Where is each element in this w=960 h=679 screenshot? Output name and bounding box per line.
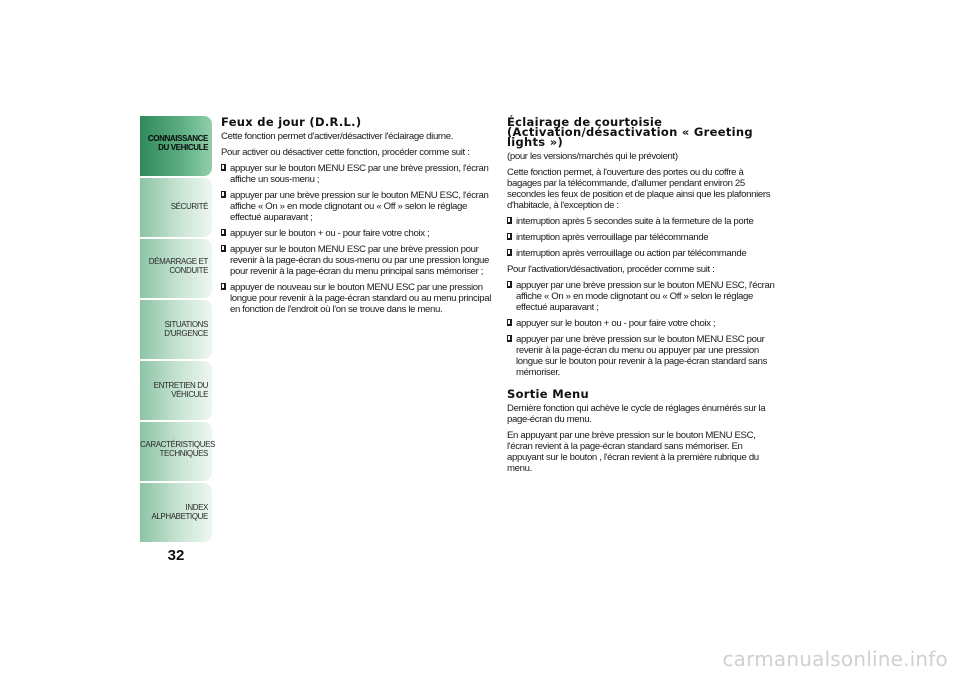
section-drl — [221, 117, 491, 320]
paragraph: En appuyant par une brève pression sur le bouton MENU ESC, l'écran revient à la page-écran standard sans mémoriser. En appuyant sur le bouton , l'écran revient à la première rubrique du menu. — [507, 430, 759, 474]
chapter-sidebar — [140, 116, 215, 544]
section-title: Sortie Menu — [507, 387, 590, 401]
step-list — [507, 280, 777, 378]
subtitle: (pour les versions/marchés qui le prévoient) — [507, 151, 678, 162]
checkbox-bullet-icon — [507, 233, 512, 240]
list-item — [507, 248, 777, 259]
list-item — [507, 232, 777, 243]
list-item — [221, 244, 491, 277]
paragraph: Dernière fonction qui achève le cycle de réglages énumérés sur la page-écran du menu. — [507, 403, 766, 425]
section-greeting-lights — [507, 117, 777, 479]
list-item-text: appuyer par une brève pression sur le bouton MENU ESC, l'écran affiche « On » en mode clignotant ou « Off » selon le réglage effectué auparavant ; — [516, 280, 775, 313]
list-item-text: appuyer sur le bouton + ou - pour faire votre choix ; — [230, 228, 430, 239]
list-item — [221, 228, 491, 239]
watermark: carmanualsonline.info — [722, 647, 948, 671]
checkbox-bullet-icon — [221, 164, 226, 171]
tab-connaissance-du-vehicule[interactable]: CONNAISSANCE DU VEHICULE — [140, 116, 212, 176]
list-item — [507, 318, 777, 329]
tab-situations-d-urgence[interactable]: SITUATIONS D'URGENCE — [140, 300, 212, 359]
tab-demarrage-et-conduite[interactable]: DÉMARRAGE ET CONDUITE — [140, 239, 212, 298]
checkbox-bullet-icon — [507, 281, 512, 288]
list-item-text: interruption après 5 secondes suite à la fermeture de la porte — [516, 216, 754, 227]
list-item-text: appuyer par une brève pression sur le bouton MENU ESC, l'écran affiche « On » en mode clignotant ou « Off » selon le réglage effectué auparavant ; — [230, 190, 489, 223]
checkbox-bullet-icon — [221, 191, 226, 198]
checkbox-bullet-icon — [507, 335, 512, 342]
checkbox-bullet-icon — [221, 229, 226, 236]
section-title: Feux de jour (D.R.L.) — [221, 115, 362, 129]
list-item-text: interruption après verrouillage ou action par télécommande — [516, 248, 747, 259]
list-item — [507, 334, 777, 378]
tab-caracteristiques-techniques[interactable]: CARACTÉRISTIQUES TECHNIQUES — [140, 422, 212, 481]
checkbox-bullet-icon — [507, 249, 512, 256]
section-title: Éclairage de courtoisie (Activation/désactivation « Greeting lights ») — [507, 115, 753, 149]
list-item-text: appuyer sur le bouton MENU ESC par une brève pression pour revenir à la page-écran du sous-menu ou par une pression longue pour revenir à la page-écran du menu principal sans mémoriser ; — [230, 244, 490, 277]
exception-list — [507, 216, 777, 259]
checkbox-bullet-icon — [221, 245, 226, 252]
page-number: 32 — [167, 547, 185, 564]
list-item — [221, 190, 491, 223]
list-item-text: appuyer de nouveau sur le bouton MENU ESC par une pression longue pour revenir à la page-écran standard ou au menu principal en fonction de l'endroit où l'on se trouve dans le menu. — [230, 282, 491, 315]
tab-securite[interactable]: SÉCURITÉ — [140, 178, 212, 237]
list-item — [507, 216, 777, 227]
step-list — [221, 163, 491, 315]
list-item — [221, 163, 491, 185]
list-item-text: appuyer sur le bouton MENU ESC par une brève pression, l'écran affiche un sous-menu ; — [230, 163, 489, 185]
list-item-text: appuyer par une brève pression sur le bouton MENU ESC pour revenir à la page-écran du menu ou appuyer par une pression longue sur le bouton pour revenir à la page-écran standard sans mémoriser. — [516, 334, 768, 378]
list-item-text: interruption après verrouillage par télécommande — [516, 232, 709, 243]
checkbox-bullet-icon — [507, 217, 512, 224]
paragraph: Pour activer ou désactiver cette fonction, procéder comme suit : — [221, 147, 470, 158]
checkbox-bullet-icon — [507, 319, 512, 326]
checkbox-bullet-icon — [221, 283, 226, 290]
tab-entretien-du-vehicule[interactable]: ENTRETIEN DU VÉHICULE — [140, 361, 212, 420]
paragraph: Cette fonction permet, à l'ouverture des portes ou du coffre à bagages par la télécommande, d'allumer pendant environ 25 secondes les feux de position et de plaque ainsi que les plafonniers d'habitacle, à l'exception de : — [507, 167, 771, 211]
list-item-text: appuyer sur le bouton + ou - pour faire votre choix ; — [516, 318, 716, 329]
paragraph: Cette fonction permet d'activer/désactiver l'éclairage diurne. — [221, 131, 454, 142]
paragraph: Pour l'activation/désactivation, procéder comme suit : — [507, 264, 715, 275]
list-item — [221, 282, 491, 315]
tab-index-alphabetique[interactable]: INDEX ALPHABETIQUE — [140, 483, 212, 542]
list-item — [507, 280, 777, 313]
